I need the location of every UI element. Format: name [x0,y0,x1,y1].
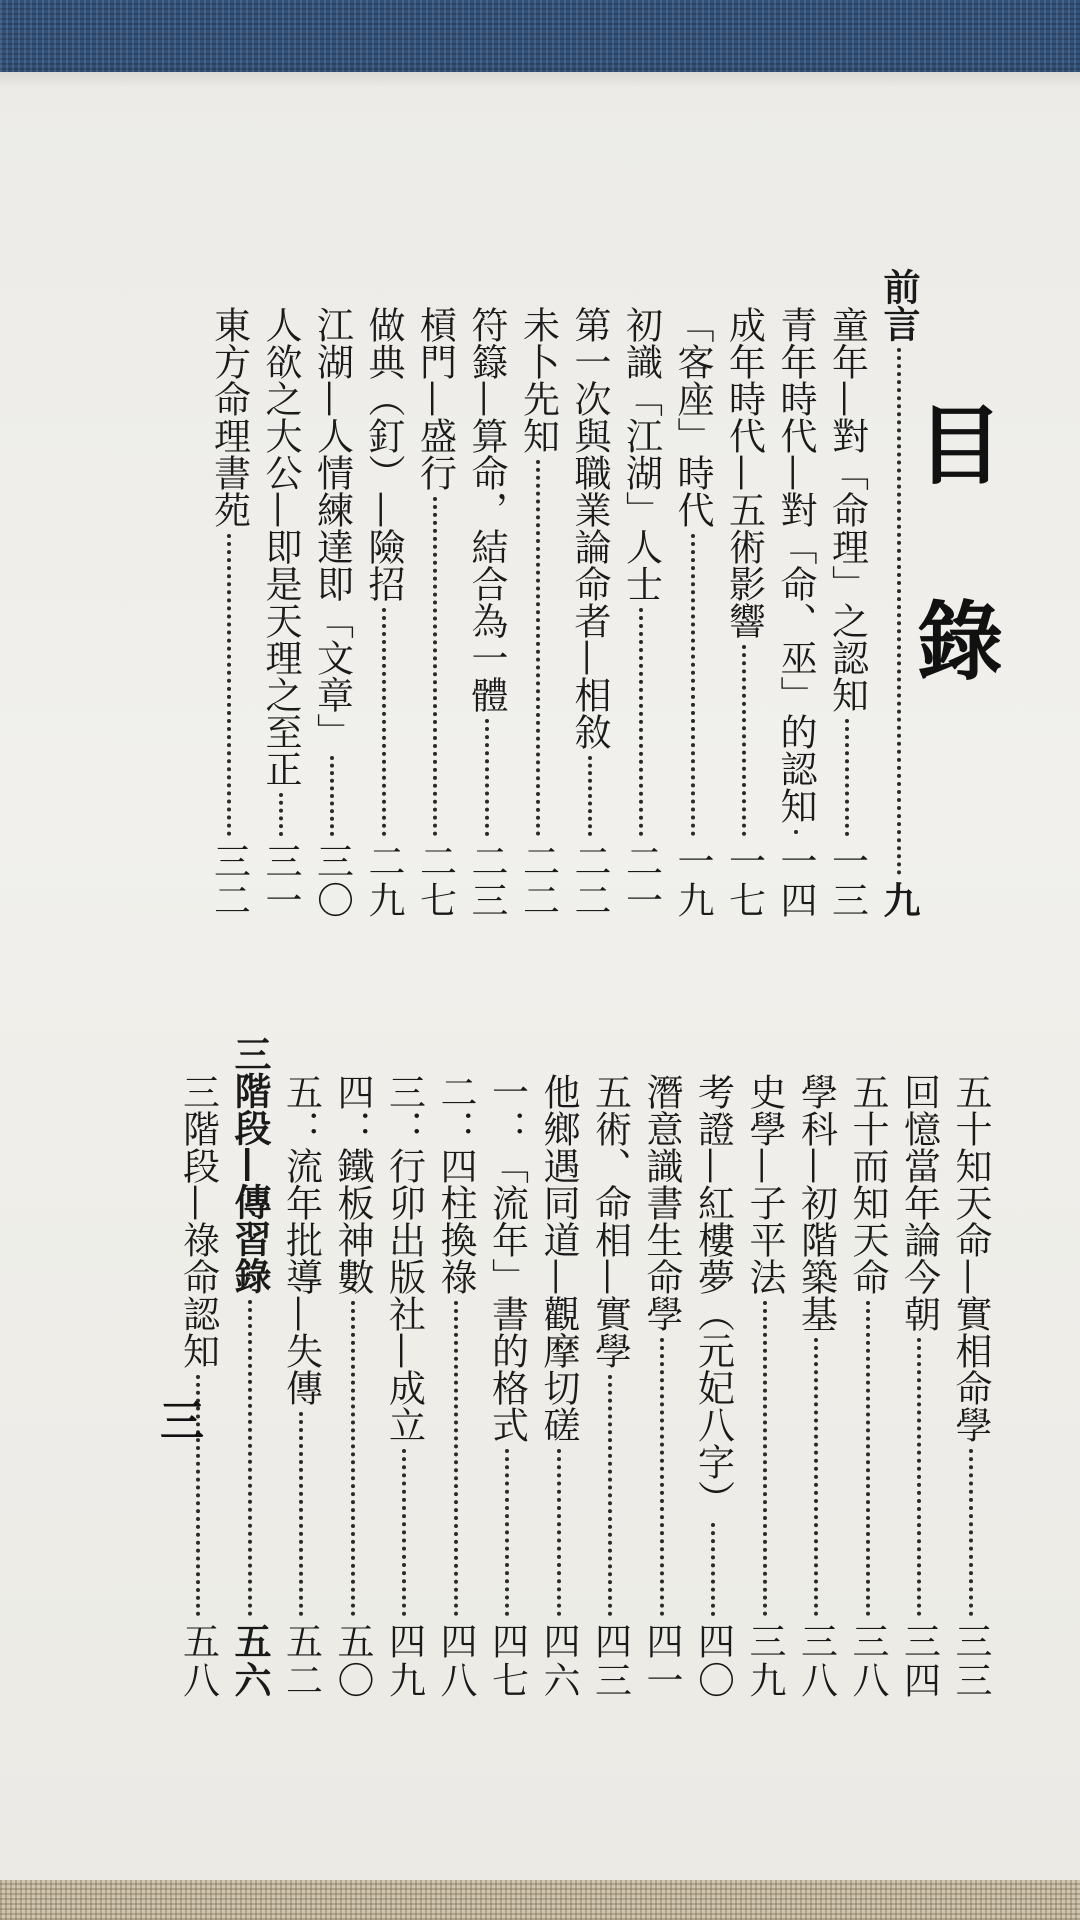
toc-entry [537,1073,580,1700]
dot-leader [279,793,283,836]
toc-entry [207,306,251,920]
toc-entry-page: 三二 [207,842,251,920]
toc-entry-page: 一三 [825,842,869,920]
toc-entry-page: 五〇 [331,1622,374,1700]
toc-entry [568,306,611,920]
toc-entry [485,1073,529,1700]
toc-entry-title: 學科—初階築基 [794,1073,838,1332]
toc-entry-title: 三：行卯出版社—成立 [382,1073,426,1443]
toc-entry-title: 未卜先知 [516,306,560,454]
dot-leader [639,608,643,836]
toc-entry-page: 四〇 [691,1622,735,1700]
toc-entry-page: 三九 [743,1622,786,1700]
toc-entry [794,1073,838,1700]
toc-entry-title: 做典（釘）—險招 [362,306,405,602]
dot-leader [330,756,334,836]
dot-leader [742,645,746,836]
toc-entry-page: 三三 [949,1622,992,1700]
toc-entry-page: 四九 [382,1622,426,1700]
toc-entry-title: 回憶當年論今朝 [897,1073,941,1332]
toc-entry-page: 五六 [228,1622,272,1700]
page-fold-shadow [0,72,1080,88]
toc-entry-page: 四一 [640,1622,683,1700]
toc-entry-page: 一四 [774,842,817,920]
dot-leader [691,534,695,836]
toc-entry-page: 一七 [722,842,766,920]
toc-entry-title: 他鄉遇同道—觀摩切磋 [537,1073,580,1443]
dot-leader [917,1338,921,1616]
toc-entry-title: 槓門—盛行 [413,306,457,491]
dot-leader [351,1301,355,1616]
toc-entry-page: 二九 [362,842,405,920]
background-burlap [0,1880,1080,1920]
toc-entry-title: 前言 [877,268,921,342]
dot-leader [660,1338,664,1616]
toc-entry-page: 四七 [485,1622,529,1700]
toc-entry-title: 東方命理書苑 [207,306,251,528]
toc-entry-page: 四八 [434,1622,477,1700]
dot-leader [227,534,231,836]
toc-entry-page: 三八 [846,1622,889,1700]
toc-entry [434,1073,477,1700]
toc-entry-title: 四：鐵板神數 [331,1073,374,1295]
toc-entry-title: 二：四柱換祿 [434,1073,477,1295]
dot-leader [299,1412,303,1616]
toc-entry-page: 二七 [413,842,457,920]
dot-leader [248,1300,252,1616]
toc-entry-title: 一：「流年」書的格式 [485,1073,529,1443]
toc-entry-page: 九 [877,881,921,920]
toc-entry [877,268,921,920]
toc-entry [588,1073,632,1700]
toc-entry-title: 三階段—傳習錄 [228,1035,272,1294]
toc-entry-page: 五二 [279,1622,323,1700]
toc-entry-title: 初識「江湖」人士 [619,306,663,602]
toc-entry-page: 三八 [794,1622,838,1700]
dot-leader [382,608,386,836]
toc-entry [310,306,354,920]
toc-entry-title: 第一次與職業論命者—相敘 [568,306,611,750]
toc-entry-title: 人欲之大公—即是天理之至正 [259,306,302,787]
toc-entry [846,1073,889,1700]
dot-leader [536,460,540,836]
toc-entry-page: 二二 [516,842,560,920]
toc-entry [279,1073,323,1700]
toc-entry [259,306,302,920]
toc-entry-title: 青年時代—對「命、巫」的認知 [774,306,817,824]
toc-entry-page: 二二 [568,842,611,920]
dot-leader [897,348,901,875]
toc-entry [228,1035,272,1700]
dot-leader [794,830,798,836]
toc-entry-page: 四三 [588,1622,632,1700]
dot-leader [711,1523,715,1616]
toc-entry-title: 符籙—算命，結合為一體 [465,306,508,713]
toc-entry [413,306,457,920]
toc-entry [382,1073,426,1700]
toc-entry-title: 三階段—祿命認知 [176,1073,220,1369]
toc-entry [331,1073,374,1700]
toc-entry [640,1073,683,1700]
page-number-folio: 三 [160,1396,204,1447]
toc-entry-page: 三一 [259,842,302,920]
toc-entry-page: 三四 [897,1622,941,1700]
toc-entry-title: 童年—對「命理」之認知 [825,306,869,713]
toc-entry-title: 成年時代—五術影響 [722,306,766,639]
dot-leader [433,497,437,836]
toc-entry [825,306,869,920]
toc-entry-page: 三〇 [310,842,354,920]
toc-entry [362,306,405,920]
dot-leader [763,1301,767,1616]
toc-entry [774,306,817,920]
toc-entry-title: 五術、命相—實學 [588,1073,632,1369]
dot-leader [588,756,592,836]
toc-entry-title: 史學—子平法 [743,1073,786,1295]
toc-entry [949,1073,992,1700]
toc-entry-title: 五十知天命—實相命學 [949,1073,992,1443]
dot-leader [969,1449,973,1616]
toc-entry [465,306,508,920]
toc-entry-page: 四六 [537,1622,580,1700]
toc-entry-title: 「客座」時代 [671,306,714,528]
toc-entry-page: 五八 [176,1622,220,1700]
dot-leader [454,1301,458,1616]
toc-entry [743,1073,786,1700]
dot-leader [845,719,849,836]
dot-leader [402,1449,406,1616]
dot-leader [866,1301,870,1616]
toc-entry [691,1073,735,1700]
toc-entry [619,306,663,920]
toc-entry [671,306,714,920]
dot-leader [485,719,489,836]
toc-entry-page: 二三 [465,842,508,920]
dot-leader [505,1449,509,1616]
toc-entry-page: 一九 [671,842,714,920]
toc-entry-title: 潛意識書生命學 [640,1073,683,1332]
toc-entry-title: 考證—紅樓夢（元妃八字） [691,1073,735,1517]
toc-entry-title: 江湖—人情練達即「文章」 [310,306,354,750]
toc-entry-title: 五十而知天命 [846,1073,889,1295]
dot-leader [814,1338,818,1616]
dot-leader [608,1375,612,1616]
dot-leader [557,1449,561,1616]
page-title: 目錄 [902,400,1003,792]
toc-entry [516,306,560,920]
toc-entry [897,1073,941,1700]
toc-entry [722,306,766,920]
toc-entry-page: 二一 [619,842,663,920]
toc-entry-title: 五：流年批導—失傳 [279,1073,323,1406]
